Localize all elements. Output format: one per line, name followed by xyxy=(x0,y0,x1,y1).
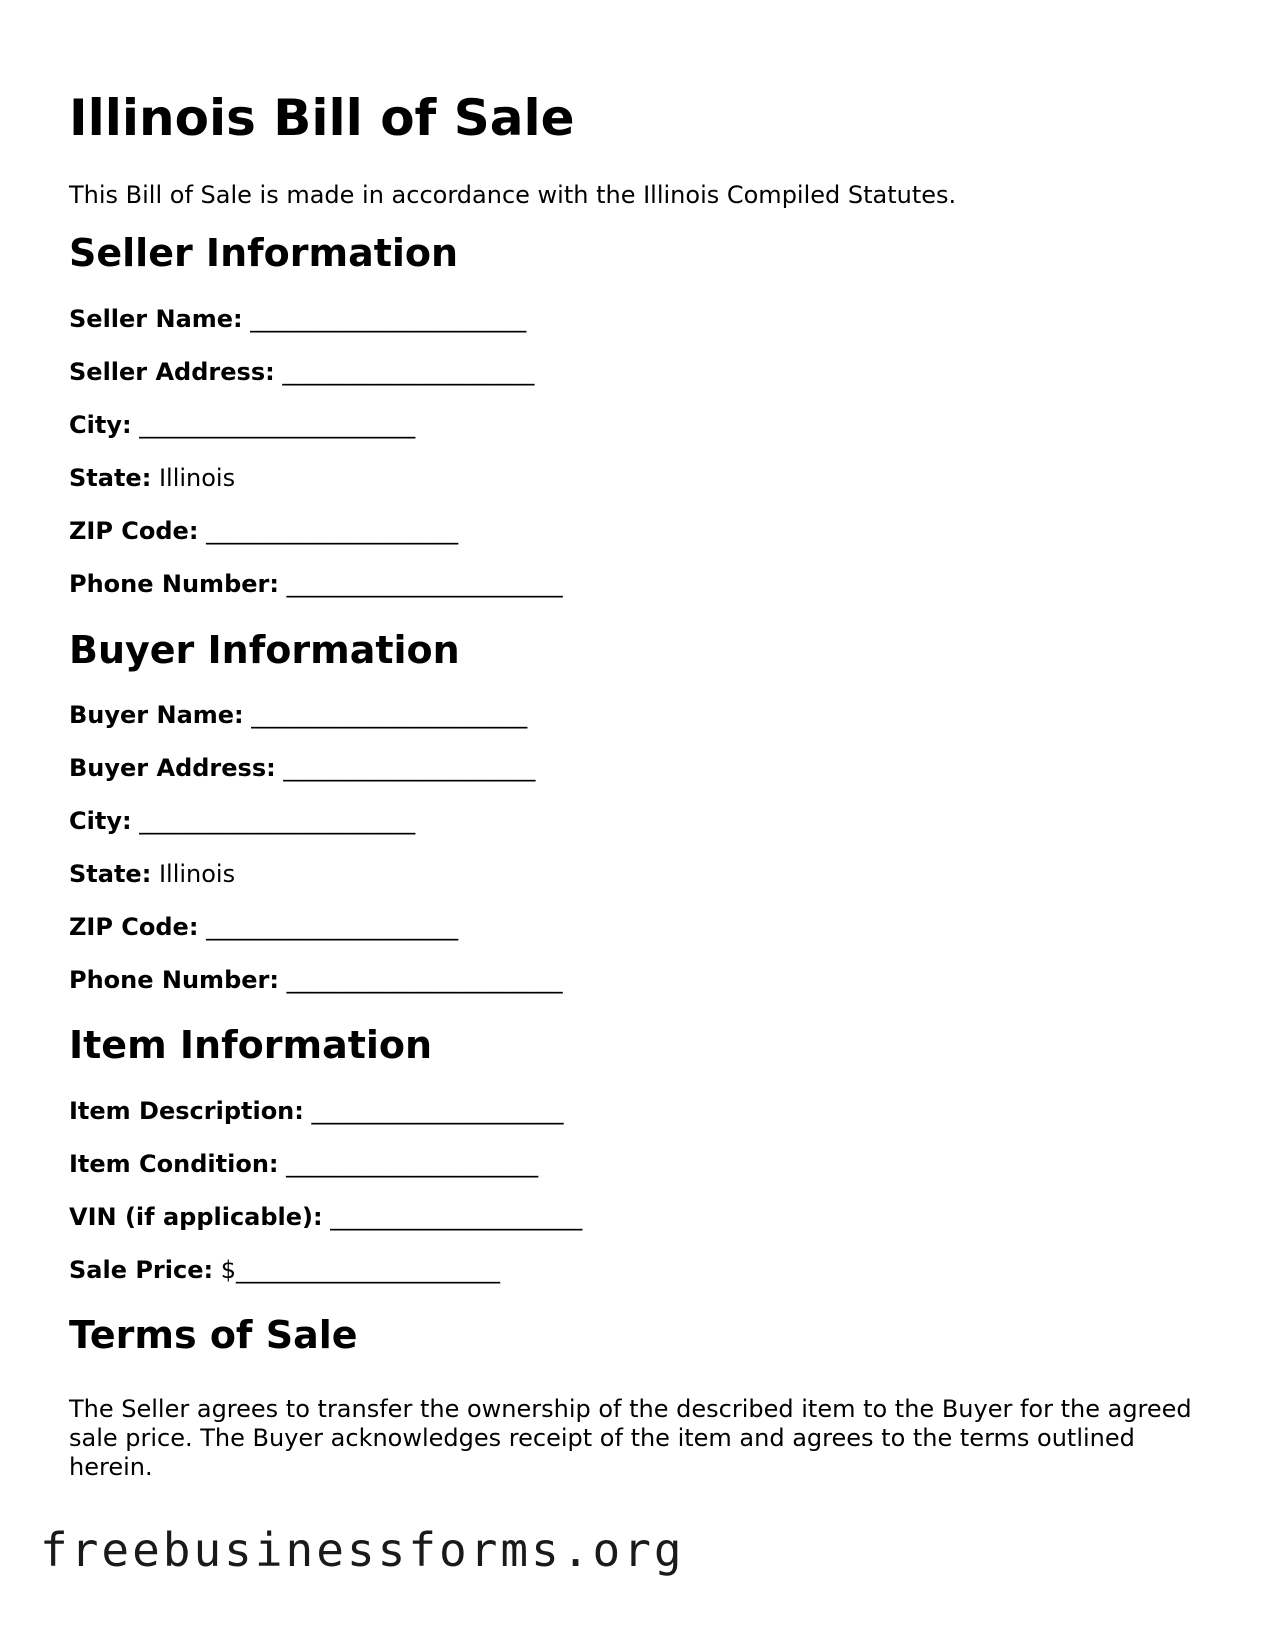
vin-field[interactable] xyxy=(69,1202,582,1232)
buyer-address-blank[interactable]: _____________________ xyxy=(283,754,536,782)
buyer-state-label: State: xyxy=(69,860,152,888)
seller-city-field[interactable] xyxy=(69,410,415,440)
seller-address-label: Seller Address: xyxy=(69,358,275,386)
seller-state-field xyxy=(69,463,235,493)
buyer-name-field[interactable] xyxy=(69,700,527,730)
seller-city-blank[interactable]: _______________________ xyxy=(139,411,416,439)
buyer-name-blank[interactable]: _______________________ xyxy=(251,701,528,729)
buyer-state-field xyxy=(69,859,235,889)
buyer-phone-field[interactable] xyxy=(69,965,563,995)
vin-label: VIN (if applicable): xyxy=(69,1203,323,1231)
seller-address-field[interactable] xyxy=(69,357,534,387)
seller-phone-label: Phone Number: xyxy=(69,570,279,598)
item-description-label: Item Description: xyxy=(69,1097,304,1125)
item-condition-label: Item Condition: xyxy=(69,1150,279,1178)
buyer-name-label: Buyer Name: xyxy=(69,701,244,729)
buyer-zip-label: ZIP Code: xyxy=(69,913,199,941)
document-title: Illinois Bill of Sale xyxy=(69,89,575,147)
vin-blank[interactable]: _____________________ xyxy=(330,1203,583,1231)
sale-price-field[interactable] xyxy=(69,1255,500,1285)
buyer-state-value: Illinois xyxy=(158,860,236,888)
buyer-address-field[interactable] xyxy=(69,753,535,783)
seller-state-value: Illinois xyxy=(158,464,236,492)
seller-zip-blank[interactable]: _____________________ xyxy=(206,517,459,545)
terms-section-heading: Terms of Sale xyxy=(69,1313,358,1357)
terms-paragraph: The Seller agrees to transfer the ownership of the described item to the Buyer for the agreed sale price. The Buyer acknowledges receipt of the item and agrees to the terms outlined herein. xyxy=(69,1395,1192,1481)
seller-zip-field[interactable] xyxy=(69,516,458,546)
item-description-field[interactable] xyxy=(69,1096,564,1126)
seller-state-label: State: xyxy=(69,464,152,492)
intro-text: This Bill of Sale is made in accordance with the Illinois Compiled Statutes. xyxy=(69,181,957,209)
seller-city-label: City: xyxy=(69,411,132,439)
sale-price-blank[interactable]: $______________________ xyxy=(220,1256,501,1284)
buyer-city-field[interactable] xyxy=(69,806,415,836)
seller-zip-label: ZIP Code: xyxy=(69,517,199,545)
item-description-blank[interactable]: _____________________ xyxy=(311,1097,564,1125)
seller-name-field[interactable] xyxy=(69,304,526,334)
sale-price-label: Sale Price: xyxy=(69,1256,214,1284)
seller-address-blank[interactable]: _____________________ xyxy=(282,358,535,386)
buyer-city-blank[interactable]: _______________________ xyxy=(139,807,416,835)
seller-phone-blank[interactable]: _______________________ xyxy=(286,570,563,598)
item-section-heading: Item Information xyxy=(69,1023,433,1067)
seller-name-label: Seller Name: xyxy=(69,305,243,333)
buyer-phone-label: Phone Number: xyxy=(69,966,279,994)
buyer-city-label: City: xyxy=(69,807,132,835)
seller-name-blank[interactable]: _______________________ xyxy=(250,305,527,333)
item-condition-field[interactable] xyxy=(69,1149,538,1179)
buyer-zip-field[interactable] xyxy=(69,912,458,942)
buyer-phone-blank[interactable]: _______________________ xyxy=(286,966,563,994)
watermark: freebusinessforms.org xyxy=(40,1523,685,1577)
buyer-zip-blank[interactable]: _____________________ xyxy=(206,913,459,941)
item-condition-blank[interactable]: _____________________ xyxy=(286,1150,539,1178)
buyer-section-heading: Buyer Information xyxy=(69,628,460,672)
seller-section-heading: Seller Information xyxy=(69,231,459,275)
buyer-address-label: Buyer Address: xyxy=(69,754,276,782)
seller-phone-field[interactable] xyxy=(69,569,563,599)
